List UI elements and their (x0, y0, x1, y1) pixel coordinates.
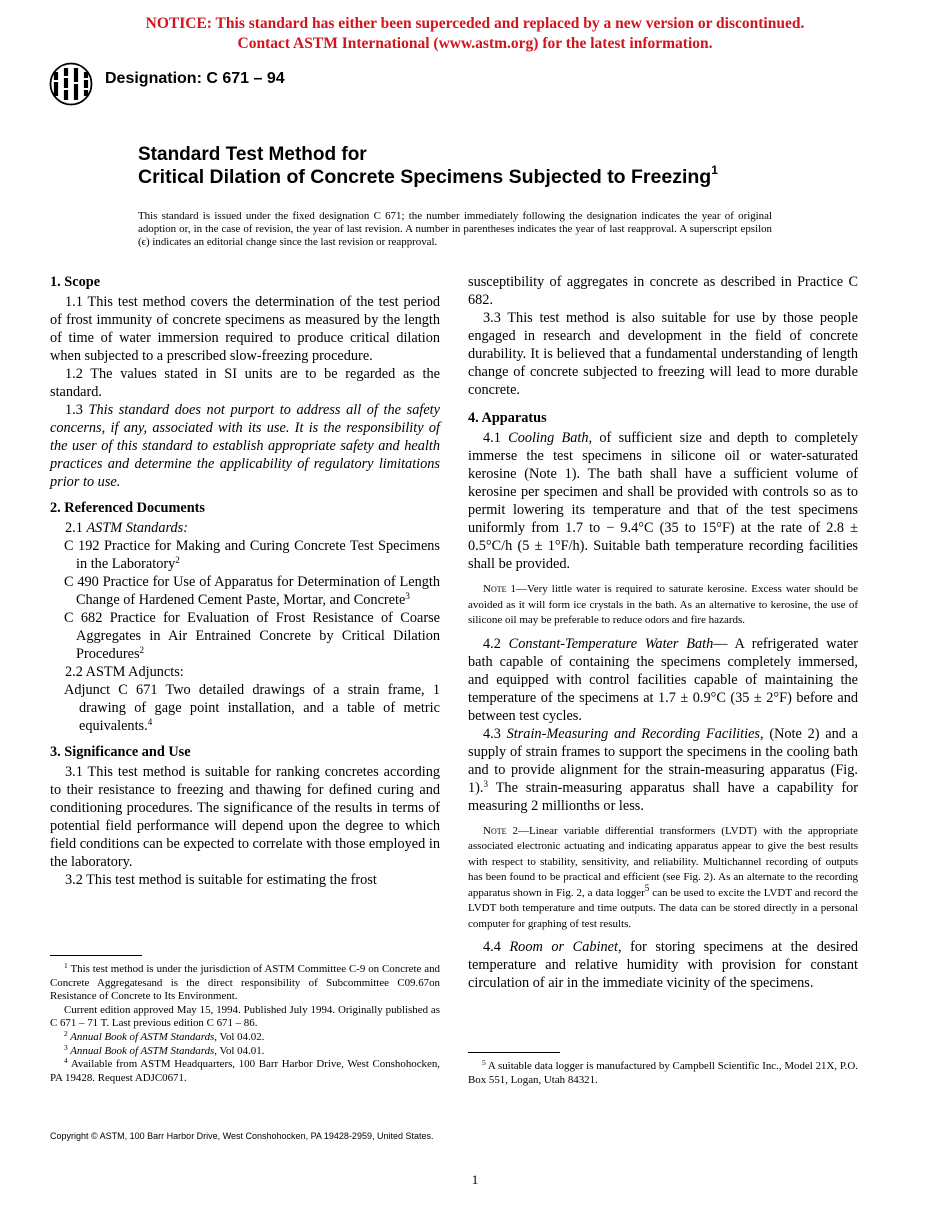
para-1-3 (50, 401, 440, 491)
ref-adjunct-mark: 4 (147, 717, 153, 727)
note-2-label: Note (483, 824, 507, 837)
footnote-2-vol: , Vol 04.02. (214, 1030, 265, 1043)
notice-line-2: Contact ASTM International (www.astm.org) for the latest information. (237, 35, 713, 52)
footnote-3-vol: , Vol 04.01. (214, 1044, 265, 1057)
para-4-3-text2: The strain-measuring apparatus shall have a capability for measuring 2 millionths or less. (468, 779, 858, 814)
ref-c192-mark: 2 (175, 555, 180, 565)
footnote-3-mark: 3 (64, 1042, 68, 1052)
para-3-2: 3.2 This test method is suitable for estimating the frost (65, 872, 377, 888)
footnote-1-text: This test method is under the jurisdiction of ASTM Committee C-9 on Concrete and Concrete Aggregatesand is the direct responsibility of Subcommittee C09.67on Resistance of Concrete to Its Environment. (50, 963, 440, 1003)
para-3-3: 3.3 This test method is also suitable for use by those people engaged in research and development in the field of concrete durability. It is believed that a fundamental understanding of length change of concrete subjected to freezing will lead to more durable concrete. (468, 310, 858, 398)
title-line-2 (138, 163, 718, 189)
footnote-3 (50, 1042, 440, 1059)
ref-c490-mark: 3 (405, 591, 410, 601)
footnote-5-text: A suitable data logger is manufactured by Campbell Scientific Inc., Model 21X, P.O. Box 551, Logan, Utah 84321. (468, 1060, 858, 1086)
para-4-4-num: 4.4 (483, 939, 501, 955)
ref-c682-text: C 682 Practice for Evaluation of Frost Resistance of Coarse Aggregates in Air Entrained Concrete by Critical Dilation Procedures (64, 610, 440, 662)
left-column (50, 273, 440, 889)
ref-c682 (50, 609, 440, 663)
para-4-4-term: Room or Cabinet (509, 939, 618, 955)
para-4-2-term: Constant-Temperature Water Bath (508, 635, 714, 652)
footnote-3-text: Annual Book of ASTM Standards (67, 1044, 215, 1057)
para-1-2: 1.2 The values stated in SI units are to be regarded as the standard. (50, 366, 440, 400)
para-4-1 (468, 429, 858, 573)
footnotes-left (50, 963, 440, 1085)
ref-c192 (50, 537, 440, 573)
para-4-3-num: 4.3 (483, 725, 501, 742)
footnote-5 (468, 1060, 858, 1087)
para-3-1: 3.1 This test method is suitable for ranking concretes according to their resistance to freezing and thawing for defined curing and conditioning procedures. The significance of the results in terms of potential field performance will depend upon the degree to which field conditions can be expected to correlate with those employed in the laboratory. (50, 764, 440, 870)
footnotes-right (468, 1060, 858, 1087)
para-4-4-text: , for storing specimens at the desired temperature and relative humidity with provision for constant circulation of air in the immediate vicinity of the specimens. (468, 939, 858, 991)
footnote-4 (50, 1058, 440, 1085)
para-2-1 (50, 519, 440, 537)
footnote-rule-left (50, 955, 142, 956)
footnote-2-text: Annual Book of ASTM Standards (67, 1030, 215, 1043)
ref-c490 (50, 573, 440, 609)
title-text: Critical Dilation of Concrete Specimens Subjected to Freezing (138, 166, 712, 188)
note-1 (468, 582, 858, 629)
ref-c192-text: C 192 Practice for Making and Curing Concrete Test Specimens in the Laboratory (64, 538, 440, 572)
ref-adjunct-text: Adjunct C 671 Two detailed drawings of a strain frame, 1 drawing of gage point installation, and a table of metric equivalents. (64, 682, 440, 734)
para-4-3-text: , (Note 2) and a supply of strain frames to support the specimens in the cooling bath and to provide alignment for the strain-measuring apparatus (Fig. 1). (468, 725, 859, 796)
footnote-2 (50, 1028, 440, 1045)
ref-c682-mark: 2 (139, 645, 145, 655)
para-4-1-term: Cooling Bath (508, 430, 589, 446)
footnote-5-mark: 5 (482, 1058, 486, 1067)
footnote-4-text: Available from ASTM Headquarters, 100 Barr Harbor Drive, West Conshohocken, PA 19428. Request ADJC0671. (50, 1058, 440, 1084)
para-2-1-text: ASTM Standards: (86, 520, 188, 536)
right-column (468, 273, 858, 992)
footnote-4-mark: 4 (64, 1056, 68, 1066)
section-2-heading: 2. Referenced Documents (50, 500, 205, 516)
para-1-3-text: This standard does not purport to address all of the safety concerns, if any, associated with its use. It is the responsibility of the user of this standard to establish appropriate safety and health practices and determine the applicability of regulatory limitations prior to use. (50, 402, 440, 490)
para-4-4 (468, 938, 858, 992)
para-2-2: 2.2 ASTM Adjuncts: (65, 664, 184, 680)
para-4-3-term: Strain-Measuring and Recording Facilities (506, 725, 760, 742)
astm-logo-icon (47, 62, 95, 106)
para-4-1-num: 4.1 (483, 430, 501, 446)
para-4-2 (468, 635, 858, 725)
footnote-1-mark: 1 (64, 961, 68, 970)
footnote-1 (50, 963, 440, 1004)
note-2-text: 2—Linear variable differential transformers (LVDT) with the appropriate associated electronic actuating and indicating apparatus appear to give the best results with respect to stability, sensitivity, and reliability. Multichannel recording of outputs has been found to be practical and efficient (see Fig. 2). As an alternate to the recording apparatus shown in Fig. 2, a data logger (468, 824, 858, 899)
title-footnote-mark: 1 (711, 163, 718, 177)
copyright: Copyright © ASTM, 100 Barr Harbor Drive, West Conshohocken, PA 19428-2959, United States. (50, 1131, 434, 1141)
para-3-2-continued: susceptibility of aggregates in concrete as described in Practice C 682. (468, 274, 858, 308)
notice-line-1: NOTICE: This standard has either been superceded and replaced by a new version or discontinued. (145, 15, 805, 32)
footnote-2-mark: 2 (64, 1028, 68, 1038)
note-1-text: 1—Very little water is required to saturate kerosine. Excess water should be avoided as it will form ice crystals in the bath. As an alternative to kerosine, the use of silicone oil may be preferable to reduce odors and fire hazards. (468, 583, 858, 626)
note-2-text2: can be used to excite the LVDT and record the LVDT both temperature and time outputs. The data can be stored directly in a personal computer for graphing of test results. (468, 886, 859, 930)
page-number: 1 (471, 1172, 479, 1187)
note-1-label: Note (483, 583, 507, 595)
title-line-1: Standard Test Method for (138, 144, 367, 165)
para-4-1-text: , of sufficient size and depth to completely immerse the test specimens in silicone oil or water-saturated kerosine (Note 1). The bath shall have a sufficient volume of kerosine per specimen and shall be provided with controls so as to permit lowering its temperature and that of the test specimens uniformly from 1.7 to − 9.4°C (35 to 15°F) at the rate of 2.8 ± 0.5°C/h (5 ± 1°F/h). Suitable bath temperature recording facilities shall be provided. (468, 430, 858, 572)
footnote-rule-right (468, 1052, 560, 1053)
para-4-2-text: — A refrigerated water bath capable of containing the specimens completely immersed, and equipped with control facilities capable of maintaining the temperature of the specimens at 1.7 ± 0.9°C (35 ± 2°F) before and between test cycles. (468, 635, 858, 724)
designation: Designation: C 671 – 94 (105, 70, 285, 87)
issued-statement: This standard is issued under the fixed designation C 671; the number immediately following the designation indicates the year of original adoption or, in the case of revision, the year of last revision. A number in parentheses indicates the year of last reapproval. A superscript epsilon (ϵ) indicates an editorial change since the last revision or reapproval. (138, 210, 772, 248)
ref-c490-text: C 490 Practice for Use of Apparatus for Determination of Length Change of Hardened Cement Paste, Mortar, and Concrete (64, 574, 440, 608)
note-2 (468, 824, 858, 933)
para-2-1-num: 2.1 (65, 520, 83, 536)
para-1-1: 1.1 This test method covers the determination of the test period of frost immunity of concrete specimens as measured by the length of time of water immersion required to produce critical dilation when subjected to a prescribed slow-freezing procedure. (50, 294, 440, 364)
para-4-2-num: 4.2 (483, 635, 501, 652)
notice-banner (0, 14, 950, 54)
section-3-heading: 3. Significance and Use (50, 744, 191, 760)
para-1-3-num: 1.3 (65, 402, 83, 418)
para-4-3 (468, 725, 858, 815)
ref-adjunct (50, 681, 440, 735)
para-4-3-mark: 3 (483, 778, 488, 789)
footnote-1b: Current edition approved May 15, 1994. Published July 1994. Originally published as C 671 – 71 T. Last previous edition C 671 – 86. (50, 1003, 440, 1030)
section-1-heading: 1. Scope (50, 274, 101, 290)
section-4-heading: 4. Apparatus (468, 410, 547, 426)
note-2-mark: 5 (644, 882, 650, 893)
